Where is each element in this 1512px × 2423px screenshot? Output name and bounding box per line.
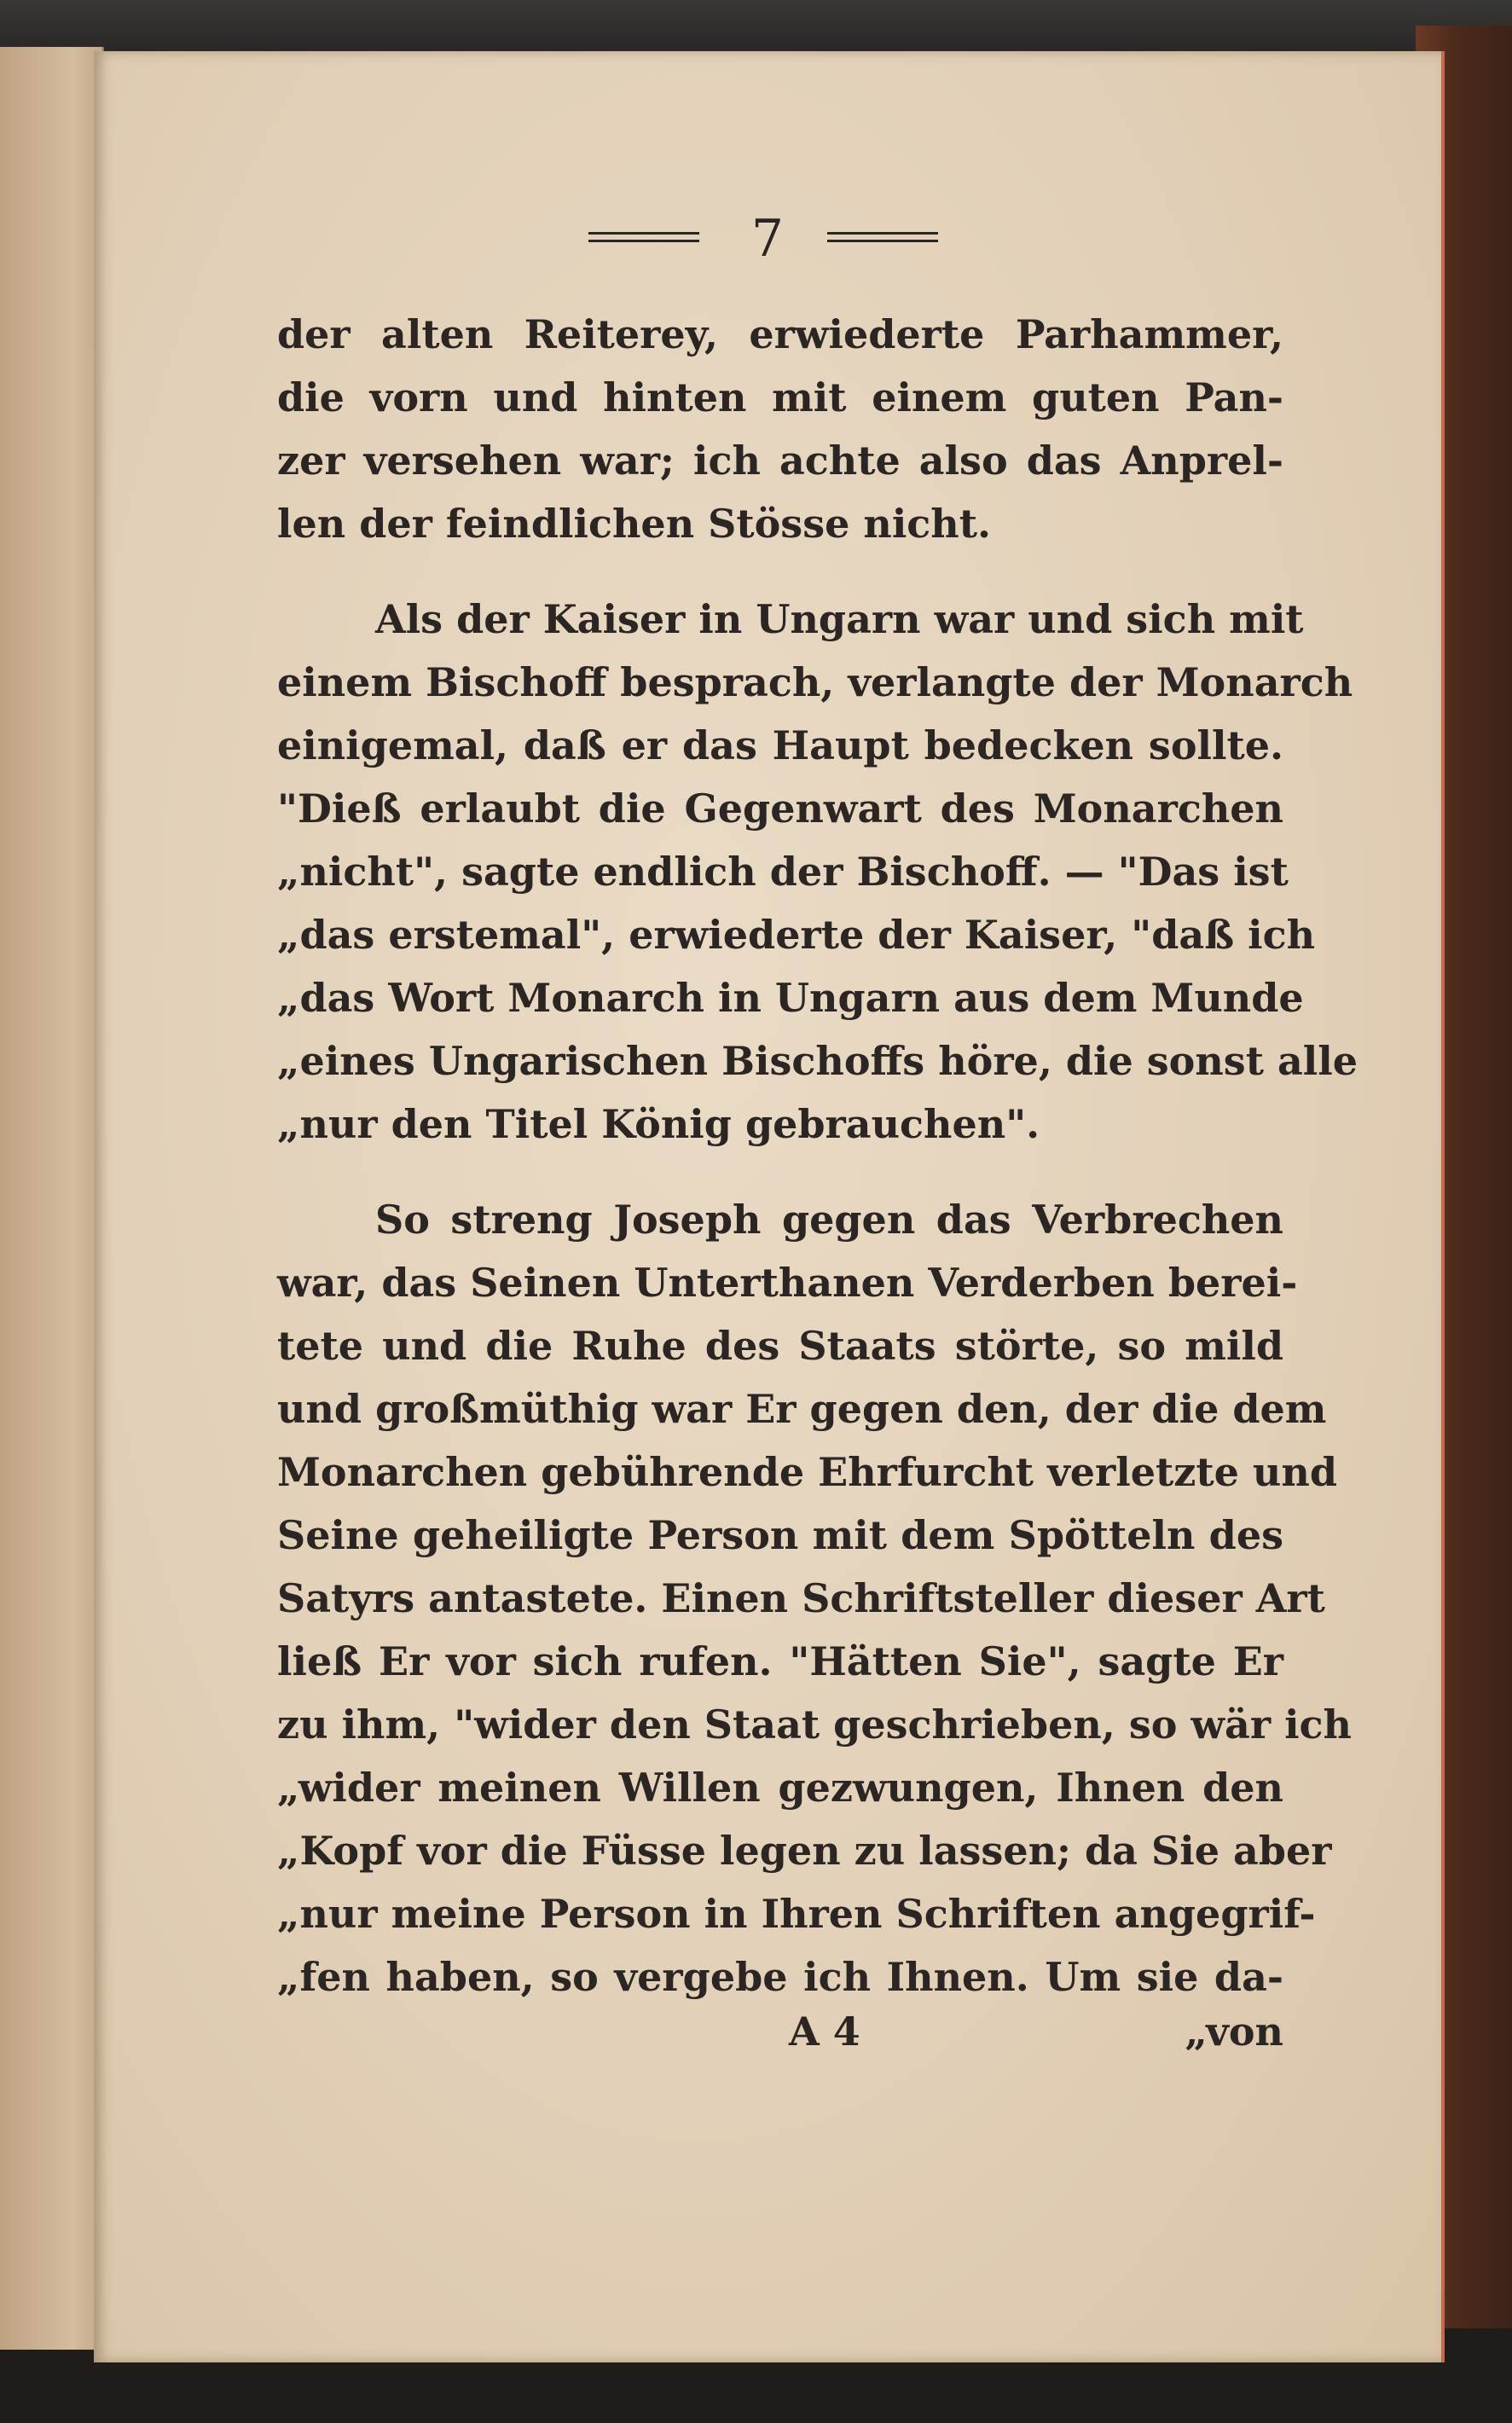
header-rule-right [827, 232, 938, 242]
paragraph-1 [277, 303, 1283, 555]
page-body [277, 303, 1358, 2009]
text-line: len der feindlichen Stösse nicht. [277, 501, 992, 547]
text-line: zu ihm, "wider den Staat geschrieben, so wär ich [277, 1701, 1352, 1748]
text-line: einem Bischoff besprach, verlangte der Monarch [277, 659, 1353, 705]
text-line: und großmüthig war Er gegen den, der die dem [277, 1386, 1327, 1432]
text-line: „das Wort Monarch in Ungarn aus dem Munde [277, 975, 1304, 1021]
text-line: „nur den Titel König gebrauchen". [277, 1101, 1040, 1147]
text-line: die vorn und hinten mit einem guten Pan- [277, 374, 1283, 420]
scan-background-top [0, 0, 1512, 51]
page-number: 7 [750, 209, 785, 269]
text-line: „das erstemal", erwiederte der Kaiser, "daß ich [277, 912, 1316, 958]
header-rule-left [588, 232, 699, 242]
text-line: „Kopf vor die Füsse legen zu lassen; da Sie aber [277, 1828, 1332, 1874]
facing-page-edge [0, 47, 104, 2350]
text-line: „eines Ungarischen Bischoffs höre, die sonst alle [277, 1038, 1358, 1084]
page-footer [277, 2009, 1283, 2072]
text-line: So streng Joseph gegen das Verbrechen [375, 1197, 1283, 1243]
text-line: der alten Reiterey, erwiederte Parhammer, [277, 311, 1283, 357]
page-header [588, 209, 947, 269]
paragraph-3 [277, 1188, 1352, 2009]
catchword: „von [1185, 2009, 1283, 2055]
text-line: Als der Kaiser in Ungarn war und sich mit [375, 596, 1304, 642]
text-line: „fen haben, so vergebe ich Ihnen. Um sie da- [277, 1954, 1283, 2000]
text-line: "Dieß erlaubt die Gegenwart des Monarchen [277, 785, 1283, 832]
text-line: „wider meinen Willen gezwungen, Ihnen den [277, 1765, 1283, 1811]
text-line: war, das Seinen Unterthanen Verderben berei- [277, 1260, 1298, 1306]
text-line: einigemal, daß er das Haupt bedecken sollte. [277, 722, 1283, 768]
signature-mark: A 4 [789, 2009, 860, 2055]
text-line: zer versehen war; ich achte also das Anprel- [277, 438, 1283, 484]
text-line: Seine geheiligte Person mit dem Spötteln des [277, 1512, 1283, 1558]
text-line: „nicht", sagte endlich der Bischoff. — "Das ist [277, 849, 1289, 895]
text-line: Monarchen gebührende Ehrfurcht verletzte und [277, 1449, 1337, 1495]
text-line: Satyrs antastete. Einen Schriftsteller dieser Art [277, 1575, 1325, 1621]
text-line: tete und die Ruhe des Staats störte, so mild [277, 1323, 1283, 1369]
text-line: ließ Er vor sich rufen. "Hätten Sie", sagte Er [277, 1638, 1283, 1684]
paragraph-2 [277, 588, 1358, 1156]
text-line: „nur meine Person in Ihren Schriften angegrif- [277, 1891, 1316, 1937]
